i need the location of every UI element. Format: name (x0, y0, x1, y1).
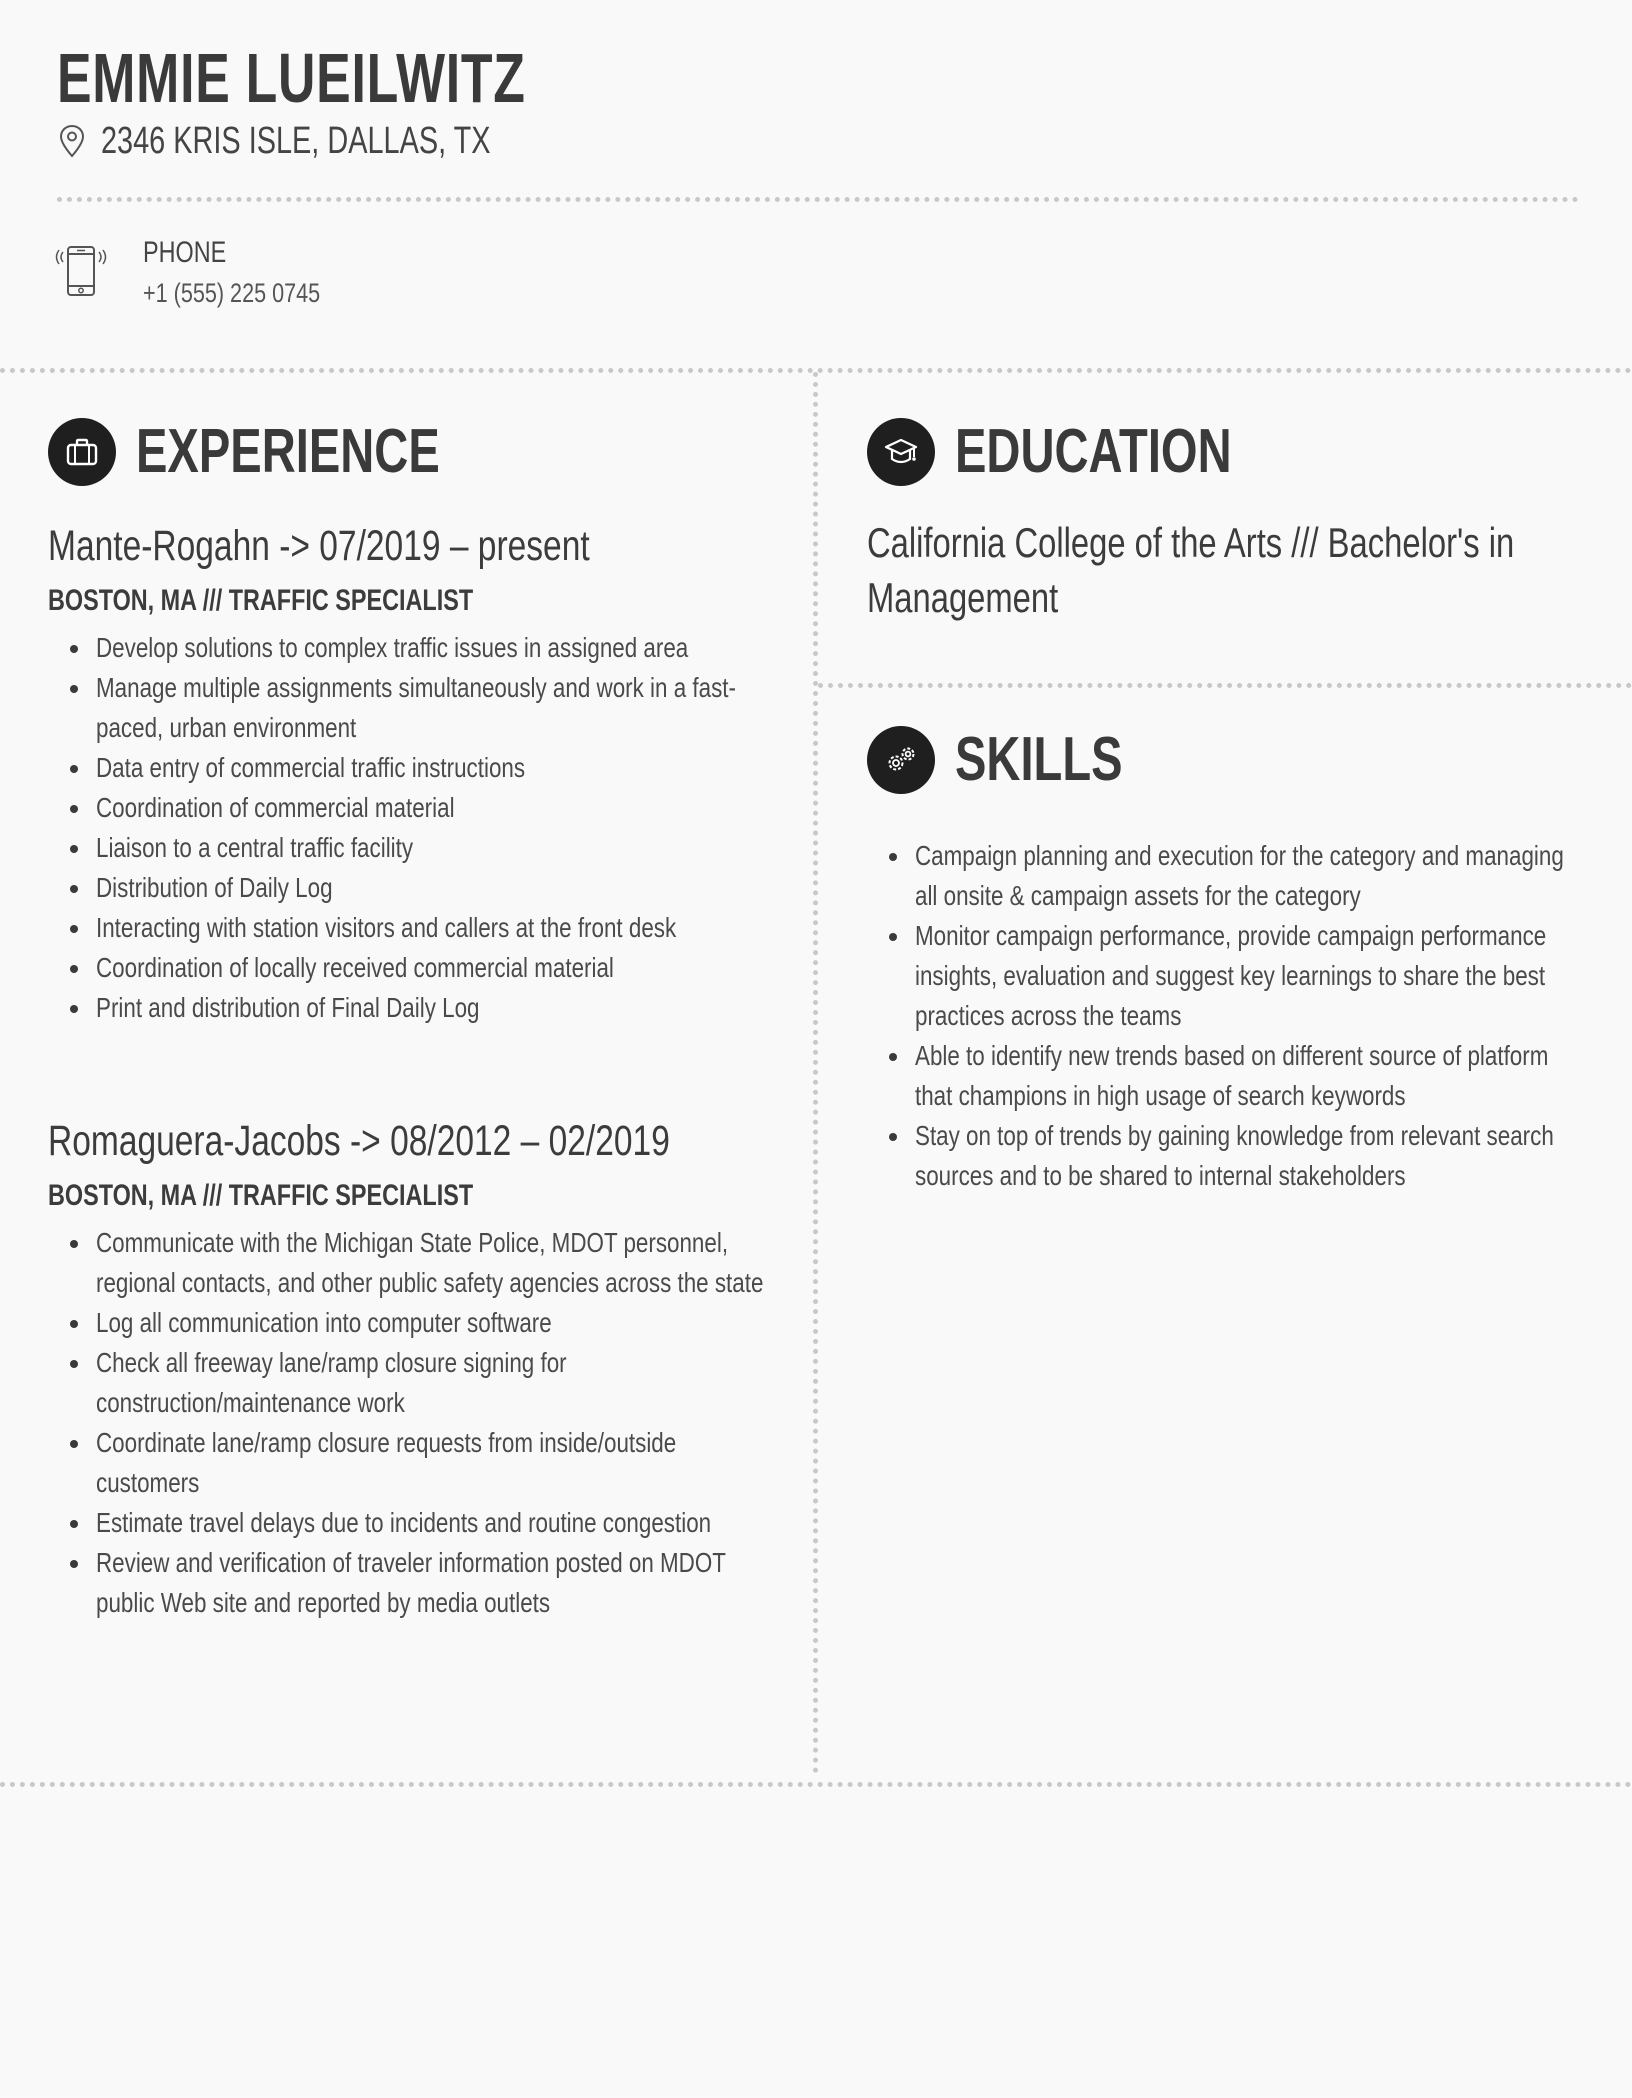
list-item: Log all communication into computer software (48, 1303, 768, 1343)
graduation-cap-icon (884, 435, 918, 469)
gears-icon (884, 743, 918, 777)
list-item: Check all freeway lane/ramp closure signing for construction/maintenance work (48, 1343, 768, 1423)
list-item: Data entry of commercial traffic instructions (48, 748, 768, 788)
phone-value: +1 (555) 225 0745 (143, 278, 321, 308)
address-text: 2346 KRIS ISLE, DALLAS, TX (101, 120, 491, 162)
skills-bullets (867, 836, 1587, 1196)
list-item: Manage multiple assignments simultaneously and work in a fast-paced, urban environment (48, 668, 768, 748)
map-pin-icon (59, 124, 85, 158)
skills-list-container (867, 832, 1587, 1196)
education-entry: California College of the Arts /// Bachelor's in Management (867, 519, 1515, 621)
education-icon-badge (867, 418, 935, 486)
skills-title: SKILLS (955, 725, 1123, 794)
list-item: Coordination of locally received commercial material (48, 948, 768, 988)
list-item: Communicate with the Michigan State Police, MDOT personnel, regional contacts, and other public safety agencies across the state (48, 1223, 768, 1303)
list-item: Develop solutions to complex traffic issues in assigned area (48, 628, 768, 668)
education-title: EDUCATION (955, 417, 1232, 486)
list-item: Campaign planning and execution for the category and managing all onsite & campaign assets for the category (867, 836, 1587, 916)
list-item: Estimate travel delays due to incidents and routine congestion (48, 1503, 768, 1543)
list-item: Print and distribution of Final Daily Log (48, 988, 768, 1028)
list-item: Stay on top of trends by gaining knowledge from relevant search sources and to be shared to internal stakeholders (867, 1116, 1587, 1196)
briefcase-icon (65, 435, 99, 469)
phone-icon (54, 244, 110, 300)
job-title: Romaguera-Jacobs -> 08/2012 – 02/2019 (48, 1117, 670, 1165)
skills-icon-badge (867, 726, 935, 794)
job-entry (48, 522, 768, 1028)
job-bullets (48, 1223, 768, 1623)
job-location-role: BOSTON, MA /// TRAFFIC SPECIALIST (48, 584, 474, 617)
experience-icon-badge (48, 418, 116, 486)
list-item: Monitor campaign performance, provide campaign performance insights, evaluation and suggest key learnings to share the best practices across the teams (867, 916, 1587, 1036)
job-title: Mante-Rogahn -> 07/2019 – present (48, 522, 590, 570)
job-entry (48, 1117, 768, 1623)
job-bullets (48, 628, 768, 1028)
list-item: Able to identify new trends based on different source of platform that champions in high usage of search keywords (867, 1036, 1587, 1116)
column-divider (813, 372, 818, 1774)
list-item: Coordinate lane/ramp closure requests from inside/outside customers (48, 1423, 768, 1503)
experience-title: EXPERIENCE (136, 417, 440, 486)
list-item: Interacting with station visitors and callers at the front desk (48, 908, 768, 948)
list-item: Review and verification of traveler information posted on MDOT public Web site and reported by media outlets (48, 1543, 768, 1623)
list-item: Distribution of Daily Log (48, 868, 768, 908)
phone-label: PHONE (143, 236, 227, 269)
header-divider (57, 197, 1579, 202)
bottom-divider (0, 1782, 1632, 1787)
list-item: Coordination of commercial material (48, 788, 768, 828)
education-divider (818, 683, 1632, 688)
job-location-role: BOSTON, MA /// TRAFFIC SPECIALIST (48, 1179, 474, 1212)
list-item: Liaison to a central traffic facility (48, 828, 768, 868)
candidate-name: EMMIE LUEILWITZ (57, 39, 526, 117)
